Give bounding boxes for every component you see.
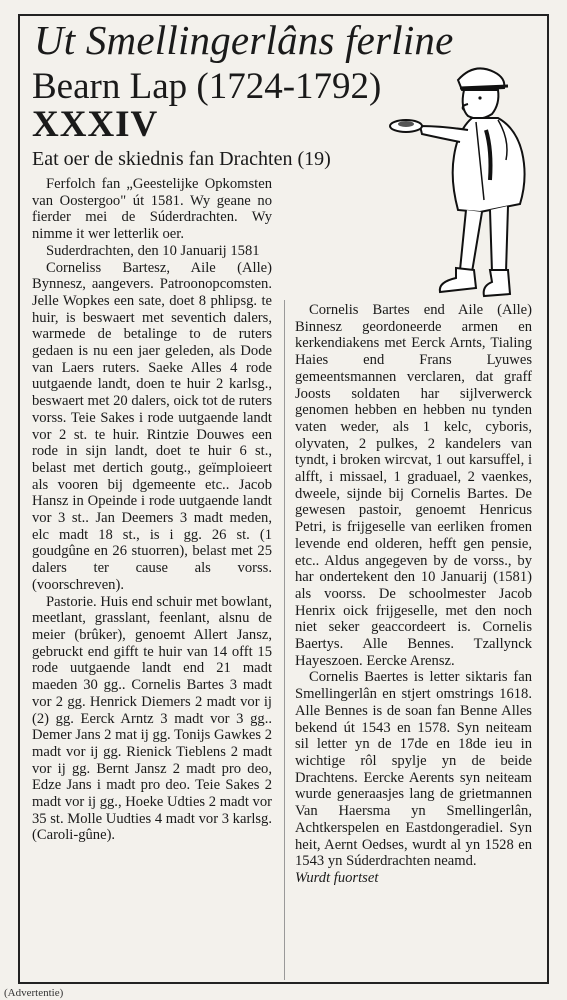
article-title: Bearn Lap (1724-1792)	[32, 66, 382, 107]
continued-note: Wurdt fuortset	[295, 869, 379, 886]
paragraph: Pastorie. Huis end schuir met bowlant, meetlant, grasslant, feenlant, alsnu de meier (brûker), genoemt Allert Jansz, gebruckt end gifft te huir van 14 offt 15 rode uutgaende landt end 21 madt maeden 30 gg.. Cornelis Bartes 3 madt vor 2 gg. Henrick Diemers 2 madt vor ij (2) gg. Eerck Arntz 3 madt vor 3 gg.. Demer Jans 2 mat ij gg. Tonijs Gawkes 2 madt vor ij gg. Rienick Tieblens 2 madt vor ij gg. Bernt Jansz 2 madt pro deo, Edze Jans i madt pro deo. Teie Sakes 2 madt vor ij gg., Hoeke Udties 2 madt vor 35 st. Molle Uudties 4 madt vor 3 karlsg. (Caroli-gûne).	[32, 593, 272, 844]
left-column	[32, 176, 272, 844]
paragraph: Suderdrachten, den 10 Januarij 1581	[46, 242, 260, 259]
man-figure-illustration	[388, 60, 540, 302]
paragraph: Cornelis Bartes end Aile (Alle) Binnesz geordoneerde armen en kerkendiakens met Eerck Arnts, Tialing Haies end Frans Lyuwes gemeentsmannen verclaren, dat graff Joosts soldaten har sijlverwerck genomen hebben en hebben nu tynden vaten weder, als 1 kelc, cyboris, olyvaten, 2 pulkes, 2 kandelers van tyndt, i broken wircvat, 1 out karsuffel, i alfft, i missael, 1 graduael, 2 vaenkes, dweele, sijnde bij Cornelis Bartes. De gewesen pastoir, genoemt Henricus Petri, is frijgeselle van eerliken fromen levende end olderen, hefft gen pensie, etc.. Aldus angegeven by de vorss., by har ondertekent den 10 Januarij (1581) als voorss. De schoolmester Jacob Henrix oick frijgeselle, met den noch niet seker geaccordeert is. Cornelis Baertys. Alle Bennes. Tzallynck Hayeszoen. Eercke Arensz.	[295, 302, 532, 669]
right-column	[295, 302, 532, 887]
paragraph: Corneliss Bartesz, Aile (Alle) Bynnesz, aangevers. Patroonopcomsten. Jelle Wopkes een sate, doet 8 phlipsg. te huir, is beswaert met seventich dalers, warmede de betalinge to de ruters gedaen is nu een jaer geleden, als Dode van Laers ruters. Saeke Alles 4 rode uutgaende landt, doen te huir 2 karlsg., beswaert met 20 dalers, oick tot de ruters vorss. Teie Sakes i rode uutgaende landt vor 2 st. te huir. Rintzie Douwes een rode in sijn landt, doet te huir 6 st., belast met dertich goutg., geïmploieert als vooren bij dgemeente etc.. Jacob Hansz in Opeinde i rode uutgaende landt vor 3 st.. Jan Deemers 3 madt meden, elc madt 18 st., is i gg. 26 st. (1 goudgûne en 26 stuorren), belast met 25 dalers ter cause als vorss. (voorschreven).	[32, 259, 272, 593]
part-number: XXXIV	[32, 104, 159, 145]
article-subtitle: Eat oer de skiednis fan Drachten (19)	[32, 148, 331, 170]
paragraph: Ferfolch fan „Geestelijke Opkomsten van Oostergoo" út 1581. Wy geane no fierder mei de Súderdrachten. Wy nimme it wer letterlik oer.	[32, 176, 272, 243]
column-divider	[284, 300, 285, 980]
series-heading: Ut Smellingerlâns ferline	[34, 17, 454, 63]
paragraph: Cornelis Baertes is letter siktaris fan Smellingerlân en stjert omstrings 1618. Alle Bennes is de soan fan Benne Alles bekend út 1543 en 1578. Syn neiteam sil letter yn de 17de en 18de ieu in wichtige rôl spylje yn de beide Drachtens. Eercke Aerents syn neiteam wurde generaasjes lang de grietmannen Van Haersma yn Smellingerlân, Achtkerspelen en Eastdongeradiel. Syn heit, Aernt Oedses, wurdt al yn 1528 en 1543 yn Súderdrachten neamd.	[295, 669, 532, 870]
advertisement-label: (Advertentie)	[4, 987, 64, 999]
